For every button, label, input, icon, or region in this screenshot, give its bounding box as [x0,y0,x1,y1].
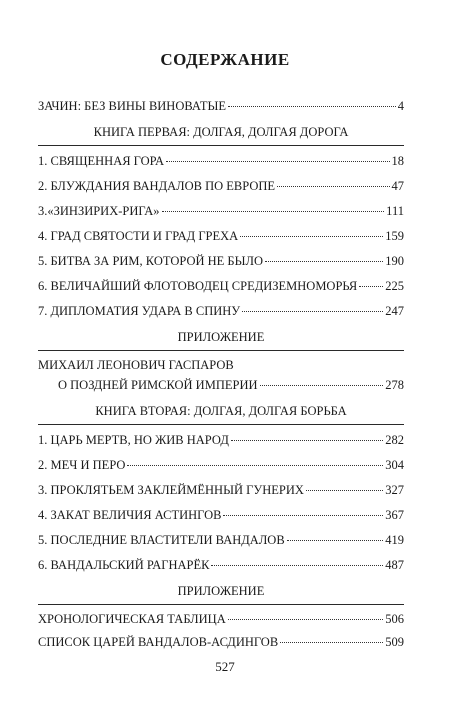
leader-dots [223,505,383,519]
toc-entry-page: 419 [385,533,404,547]
leader-dots [166,151,389,165]
toc-entry-label: 3. ПРОКЛЯТЬЕМ ЗАКЛЕЙМЁННЫЙ ГУНЕРИХ [38,483,304,497]
toc-entry-label: 3.«ЗИНЗИРИХ-РИГА» [38,204,160,218]
toc-entry-page: 225 [385,279,404,293]
toc-entry-page: 367 [385,508,404,522]
book-one-heading: КНИГА ПЕРВАЯ: ДОЛГАЯ, ДОЛГАЯ ДОРОГА [93,125,349,139]
leader-dots [228,609,384,623]
toc-entry[interactable] [38,301,404,321]
toc-entry-label: СПИСОК ЦАРЕЙ ВАНДАЛОВ-АСДИНГОВ [38,635,279,649]
book-two-heading: КНИГА ВТОРАЯ: ДОЛГАЯ, ДОЛГАЯ БОРЬБА [95,404,347,418]
toc-entry-page: 282 [385,433,404,447]
toc-entry[interactable] [38,151,404,171]
toc-entry-label: 5. ПОСЛЕДНИЕ ВЛАСТИТЕЛИ ВАНДАЛОВ [38,533,285,547]
toc-entry-label: 6. ВЕЛИЧАЙШИЙ ФЛОТОВОДЕЦ СРЕДИЗЕМНОМОРЬЯ [38,279,358,293]
toc-entry-label: 5. БИТВА ЗА РИМ, КОТОРОЙ НЕ БЫЛО [38,254,264,268]
divider-rule [38,604,404,605]
divider-rule [38,350,404,351]
leader-dots [277,176,389,190]
toc-entry-label: 1. СВЯЩЕННАЯ ГОРА [38,154,165,168]
page-number: 527 [215,659,235,674]
leader-dots [260,375,384,389]
toc-entry-label: 6. ВАНДАЛЬСКИЙ РАГНАРЁК [38,558,210,572]
toc-entry-page: 487 [385,558,404,572]
leader-dots [211,555,383,569]
toc-entry[interactable] [38,176,404,196]
toc-entry-appendix[interactable] [58,375,404,395]
leader-dots [306,480,383,494]
toc-entry-page: 47 [391,179,404,193]
page-title: СОДЕРЖАНИЕ [160,50,290,69]
toc-entry-label: 2. БЛУЖДАНИЯ ВАНДАЛОВ ПО ЕВРОПЕ [38,179,276,193]
leader-dots [231,430,383,444]
toc-entry[interactable] [38,530,404,550]
toc-entry[interactable] [38,276,404,296]
toc-entry-page: 190 [385,254,404,268]
toc-entry[interactable] [38,480,404,500]
toc-entry[interactable] [38,226,404,246]
divider-rule [38,424,404,425]
toc-entry-page: 4 [397,99,404,113]
toc-entry-page: 278 [385,378,404,392]
toc-entry-label: ХРОНОЛОГИЧЕСКАЯ ТАБЛИЦА [38,612,226,626]
toc-entry-label: 2. МЕЧ И ПЕРО [38,458,126,472]
toc-entry-label: 4. ГРАД СВЯТОСТИ И ГРАД ГРЕХА [38,229,239,243]
toc-entry-label: ЗАЧИН: БЕЗ ВИНЫ ВИНОВАТЫЕ [38,99,227,113]
leader-dots [265,251,383,265]
toc-entry-page: 509 [385,635,404,649]
appendix-heading: ПРИЛОЖЕНИЕ [177,330,265,344]
toc-entry[interactable] [38,430,404,450]
leader-dots [280,632,383,646]
toc-entry[interactable] [38,632,404,652]
toc-entry-label: 7. ДИПЛОМАТИЯ УДАРА В СПИНУ [38,304,241,318]
toc-entry-label: 4. ЗАКАТ ВЕЛИЧИЯ АСТИНГОВ [38,508,222,522]
toc-entry-page: 247 [385,304,404,318]
toc-entry[interactable] [38,609,404,629]
leader-dots [240,226,383,240]
toc-entry[interactable] [38,505,404,525]
toc-entry[interactable] [38,455,404,475]
toc-entry-page: 18 [391,154,404,168]
toc-entry-page: 159 [385,229,404,243]
leader-dots [228,96,396,110]
appendix-heading: ПРИЛОЖЕНИЕ [177,584,265,598]
toc-entry-label: О ПОЗДНЕЙ РИМСКОЙ ИМПЕРИИ [58,378,258,392]
toc-entry[interactable] [38,201,404,221]
leader-dots [242,301,383,315]
toc-entry-page: 304 [385,458,404,472]
toc-entry-page: 506 [385,612,404,626]
toc-entry-page: 111 [386,204,404,218]
leader-dots [359,276,383,290]
leader-dots [162,201,385,215]
toc-entry-label: 1. ЦАРЬ МЕРТВ, НО ЖИВ НАРОД [38,433,229,447]
toc-entry[interactable] [38,555,404,575]
leader-dots [287,530,384,544]
divider-rule [38,145,404,146]
leader-dots [127,455,383,469]
toc-entry[interactable] [38,251,404,271]
toc-entry-page: 327 [385,483,404,497]
appendix-author: МИХАИЛ ЛЕОНОВИЧ ГАСПАРОВ [38,358,234,372]
toc-entry-intro[interactable] [38,96,404,116]
